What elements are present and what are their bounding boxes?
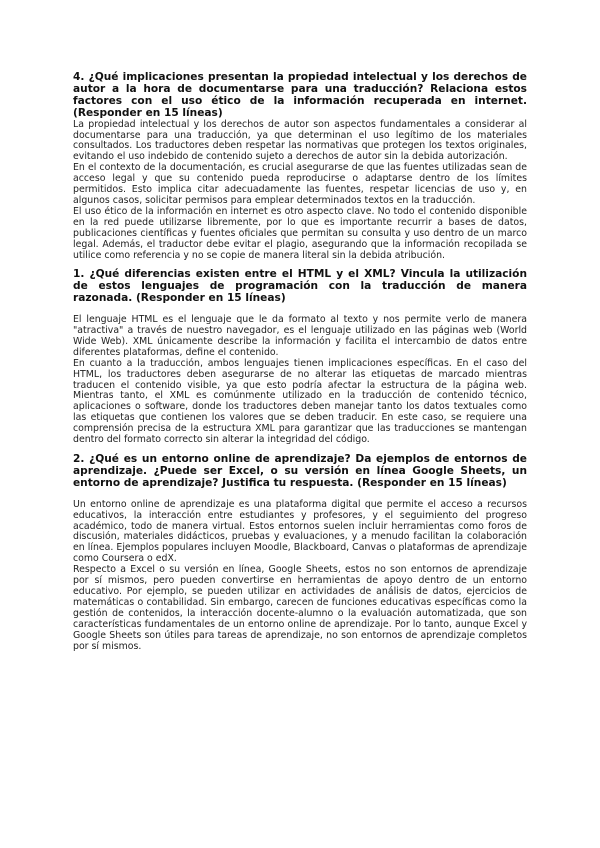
answer-paragraph: En cuanto a la traducción, ambos lenguajes tienen implicaciones específicas. En el caso del HTML, los traductores deben asegurarse de no alterar las etiquetas de marcado mientras traducen el contenido visible, ya que esto podría afectar la estructura de la página web. Mientras tanto, el XML es comúnmente utilizado en la traducción de contenido técnico, aplicaciones o software, donde los traductores deben manejar tanto los datos textuales como las etiquetas que contienen los valores que se deben traducir. En este caso, se requiere una comprensión precisa de la estructura XML para garantizar que las traducciones se mantengan dentro del formato correcto sin alterar la integridad del código.: [73, 357, 527, 446]
answer-paragraph: El uso ético de la información en internet es otro aspecto clave. No todo el contenido disponible en la red puede utilizarse libremente, por lo que es importante recurrir a bases de datos, publicaciones científicas y fuentes oficiales que permitan su consulta y uso dentro de un marco legal. Además, el traductor debe evitar el plagio, asegurando que la información recopilada se utilice como referencia y no se copie de manera literal sin la debida atribución.: [73, 205, 527, 261]
answer-paragraph: Respecto a Excel o su versión en línea, Google Sheets, estos no son entornos de aprendizaje por sí mismos, pero pueden convertirse en herramientas de apoyo dentro de un entorno educativo. Por ejemplo, se pueden utilizar en actividades de análisis de datos, ejercicios de matemáticas o contabilidad. Sin embargo, carecen de funciones educativas específicas como la gestión de contenidos, la interacción docente-alumno o la evaluación automatizada, que son características fundamentales de un entorno online de aprendizaje. Por lo tanto, aunque Excel y Google Sheets son útiles para tareas de aprendizaje, no son entornos de aprendizaje completos por sí mismos.: [73, 564, 527, 652]
answer-paragraph: El lenguaje HTML es el lenguaje que le da formato al texto y nos permite verlo de manera "atractiva" a través de nuestro navegador, es el lenguaje utilizado en las páginas web (World Wide Web). XML únicamente describe la información y facilita el intercambio de datos entre diferentes plataformas, define el contenido.: [73, 314, 527, 358]
document-body: [73, 72, 527, 652]
answer-paragraph: Un entorno online de aprendizaje es una plataforma digital que permite el acceso a recursos educativos, la interacción entre estudiantes y profesores, y el seguimiento del progreso académico, todo de manera virtual. Estos entornos suelen incluir herramientas como foros de discusión, materiales didácticos, pruebas y evaluaciones, y a menudo facilitan la colaboración en línea. Ejemplos populares incluyen Moodle, Blackboard, Canvas o plataformas de aprendizaje como Coursera o edX.: [73, 498, 527, 565]
question-1-heading: 1. ¿Qué diferencias existen entre el HTML y el XML? Vincula la utilización de estos lenguajes de programación con la traducción de manera razonada. (Responder en 15 líneas): [73, 268, 527, 305]
question-4-heading: 4. ¿Qué implicaciones presentan la propiedad intelectual y los derechos de autor a la hora de documentarse para una traducción? Relaciona estos factores con el uso ético de la información recuperada en internet. (Responder en 15 líneas): [73, 71, 527, 119]
section-q4: [73, 72, 527, 261]
answer-paragraph: En el contexto de la documentación, es crucial asegurarse de que las fuentes utilizadas sean de acceso legal y que su contenido pueda reproducirse o adaptarse dentro de los límites permitidos. Esto implica citar adecuadamente las fuentes, respetar licencias de uso y, en algunos casos, solicitar permisos para emplear determinados textos en la traducción.: [73, 162, 527, 206]
answer-paragraph: La propiedad intelectual y los derechos de autor son aspectos fundamentales a considerar al documentarse para una traducción, ya que determinan el uso legítimo de los materiales consultados. Los traductores deben respetar las normativas que protegen los textos originales, evitando el uso indebido de contenido sujeto a derechos de autor sin la debida autorización.: [73, 118, 527, 163]
section-q1: [73, 269, 527, 446]
section-q2: [73, 454, 527, 652]
question-2-heading: 2. ¿Qué es un entorno online de aprendizaje? Da ejemplos de entornos de aprendizaje. ¿Puede ser Excel, o su versión en línea Google Sheets, un entorno de aprendizaje? Justifica tu respuesta. (Responder en 15 líneas): [73, 453, 527, 489]
